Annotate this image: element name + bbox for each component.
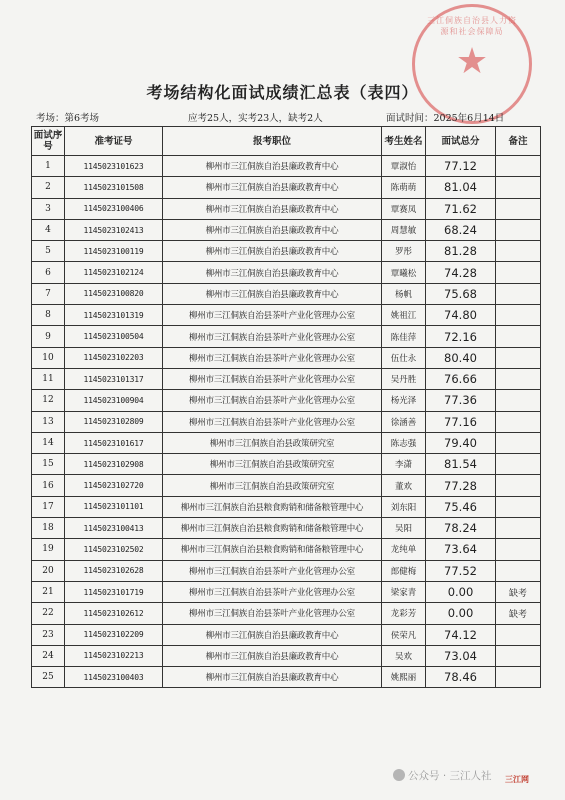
- seal-text: 三江侗族自治县人力资源和社会保障局: [427, 16, 517, 36]
- ticket-number-cell: 1145023101623: [65, 156, 163, 177]
- header-seq: 面试序号: [32, 127, 65, 156]
- ticket-number-cell: 1145023100820: [65, 283, 163, 304]
- score-cell: 75.68: [426, 283, 496, 304]
- ticket-number-cell: 1145023102209: [65, 624, 163, 645]
- position-cell: 柳州市三江侗族自治县茶叶产业化管理办公室: [163, 368, 382, 389]
- candidate-name-cell: 吴丹胜: [382, 368, 426, 389]
- ticket-number-cell: 1145023102413: [65, 219, 163, 240]
- position-cell: 柳州市三江侗族自治县粮食购销和储备粮管理中心: [163, 496, 382, 517]
- position-cell: 柳州市三江侗族自治县廉政教育中心: [163, 645, 382, 666]
- ticket-number-cell: 1145023102908: [65, 454, 163, 475]
- score-cell: 77.52: [426, 560, 496, 581]
- note-cell: [496, 645, 541, 666]
- official-seal: [412, 4, 532, 124]
- seq-cell: 14: [32, 432, 65, 453]
- candidate-name-cell: 姚祖江: [382, 305, 426, 326]
- header-ticket: 准考证号: [65, 127, 163, 156]
- candidate-name-cell: 侯荣凡: [382, 624, 426, 645]
- seq-cell: 24: [32, 645, 65, 666]
- score-cell: 77.36: [426, 390, 496, 411]
- note-cell: [496, 177, 541, 198]
- candidate-name-cell: 陈萌萌: [382, 177, 426, 198]
- position-cell: 柳州市三江侗族自治县政策研究室: [163, 432, 382, 453]
- ticket-number-cell: 1145023101617: [65, 432, 163, 453]
- note-cell: [496, 198, 541, 219]
- ticket-number-cell: 1145023102720: [65, 475, 163, 496]
- seq-cell: 19: [32, 539, 65, 560]
- seq-cell: 20: [32, 560, 65, 581]
- table-row: [32, 390, 541, 411]
- note-cell: [496, 624, 541, 645]
- position-cell: 柳州市三江侗族自治县茶叶产业化管理办公室: [163, 347, 382, 368]
- table-row: [32, 624, 541, 645]
- seq-cell: 15: [32, 454, 65, 475]
- candidate-name-cell: 陈佳萍: [382, 326, 426, 347]
- table-row: [32, 539, 541, 560]
- watermark-text: 公众号 · 三江人社: [408, 770, 492, 782]
- table-row: [32, 219, 541, 240]
- score-cell: 0.00: [426, 581, 496, 602]
- table-row: [32, 347, 541, 368]
- candidate-name-cell: 伍仕永: [382, 347, 426, 368]
- position-cell: 柳州市三江侗族自治县茶叶产业化管理办公室: [163, 390, 382, 411]
- candidate-name-cell: 吴阳: [382, 518, 426, 539]
- ticket-number-cell: 1145023102809: [65, 411, 163, 432]
- seq-cell: 18: [32, 518, 65, 539]
- header-score: 面试总分: [426, 127, 496, 156]
- note-cell: 缺考: [496, 581, 541, 602]
- seq-cell: 16: [32, 475, 65, 496]
- table-row: [32, 368, 541, 389]
- score-cell: 74.12: [426, 624, 496, 645]
- seq-cell: 7: [32, 283, 65, 304]
- ticket-number-cell: 1145023101719: [65, 581, 163, 602]
- score-cell: 0.00: [426, 603, 496, 624]
- candidate-name-cell: 董欢: [382, 475, 426, 496]
- seal-star-icon: ★: [455, 41, 489, 82]
- header-note: 备注: [496, 127, 541, 156]
- header-position: 报考职位: [163, 127, 382, 156]
- seq-cell: 10: [32, 347, 65, 368]
- ticket-number-cell: 1145023100403: [65, 667, 163, 688]
- candidate-name-cell: 徐涵善: [382, 411, 426, 432]
- seq-cell: 9: [32, 326, 65, 347]
- seq-cell: 12: [32, 390, 65, 411]
- position-cell: 柳州市三江侗族自治县廉政教育中心: [163, 219, 382, 240]
- document-title: 考场结构化面试成绩汇总表（表四）: [146, 83, 419, 102]
- note-cell: 缺考: [496, 603, 541, 624]
- position-cell: 柳州市三江侗族自治县廉政教育中心: [163, 177, 382, 198]
- table-row: [32, 496, 541, 517]
- note-cell: [496, 305, 541, 326]
- note-cell: [496, 518, 541, 539]
- score-cell: 73.04: [426, 645, 496, 666]
- note-cell: [496, 219, 541, 240]
- seq-cell: 4: [32, 219, 65, 240]
- candidate-name-cell: 龙彩芳: [382, 603, 426, 624]
- candidate-name-cell: 梁家青: [382, 581, 426, 602]
- score-table: [31, 126, 541, 688]
- score-cell: 78.24: [426, 518, 496, 539]
- candidate-name-cell: 覃淑怡: [382, 156, 426, 177]
- position-cell: 柳州市三江侗族自治县政策研究室: [163, 475, 382, 496]
- score-cell: 77.12: [426, 156, 496, 177]
- candidate-name-cell: 李潇: [382, 454, 426, 475]
- wechat-icon: [393, 769, 405, 781]
- position-cell: 柳州市三江侗族自治县茶叶产业化管理办公室: [163, 411, 382, 432]
- wechat-watermark: [393, 768, 492, 783]
- table-row: [32, 283, 541, 304]
- note-cell: [496, 283, 541, 304]
- seq-cell: 22: [32, 603, 65, 624]
- ticket-number-cell: 1145023102213: [65, 645, 163, 666]
- position-cell: 柳州市三江侗族自治县廉政教育中心: [163, 624, 382, 645]
- table-row: [32, 518, 541, 539]
- table-row: [32, 603, 541, 624]
- score-cell: 74.28: [426, 262, 496, 283]
- seq-cell: 2: [32, 177, 65, 198]
- position-cell: 柳州市三江侗族自治县茶叶产业化管理办公室: [163, 326, 382, 347]
- ticket-number-cell: 1145023100119: [65, 241, 163, 262]
- position-cell: 柳州市三江侗族自治县廉政教育中心: [163, 156, 382, 177]
- candidate-name-cell: 刘东阳: [382, 496, 426, 517]
- position-cell: 柳州市三江侗族自治县廉政教育中心: [163, 241, 382, 262]
- seq-cell: 3: [32, 198, 65, 219]
- seq-cell: 1: [32, 156, 65, 177]
- table-row: [32, 475, 541, 496]
- ticket-number-cell: 1145023102124: [65, 262, 163, 283]
- attendance-summary: 应考25人，实考23人，缺考2人: [188, 113, 323, 124]
- ticket-number-cell: 1145023102612: [65, 603, 163, 624]
- score-cell: 79.40: [426, 432, 496, 453]
- header-name: 考生姓名: [382, 127, 426, 156]
- candidate-name-cell: 罗彤: [382, 241, 426, 262]
- seq-cell: 5: [32, 241, 65, 262]
- candidate-name-cell: 郎健梅: [382, 560, 426, 581]
- table-row: [32, 432, 541, 453]
- table-row: [32, 305, 541, 326]
- seq-cell: 11: [32, 368, 65, 389]
- score-cell: 81.28: [426, 241, 496, 262]
- table-row: [32, 411, 541, 432]
- position-cell: 柳州市三江侗族自治县粮食购销和储备粮管理中心: [163, 518, 382, 539]
- ticket-number-cell: 1145023102502: [65, 539, 163, 560]
- position-cell: 柳州市三江侗族自治县廉政教育中心: [163, 262, 382, 283]
- score-cell: 73.64: [426, 539, 496, 560]
- score-cell: 78.46: [426, 667, 496, 688]
- seq-cell: 23: [32, 624, 65, 645]
- candidate-name-cell: 龙纯单: [382, 539, 426, 560]
- candidate-name-cell: 杨光泽: [382, 390, 426, 411]
- seq-cell: 8: [32, 305, 65, 326]
- ticket-number-cell: 1145023101101: [65, 496, 163, 517]
- position-cell: 柳州市三江侗族自治县廉政教育中心: [163, 283, 382, 304]
- score-cell: 75.46: [426, 496, 496, 517]
- candidate-name-cell: 杨帆: [382, 283, 426, 304]
- note-cell: [496, 667, 541, 688]
- note-cell: [496, 454, 541, 475]
- table-row: [32, 645, 541, 666]
- table-row: [32, 581, 541, 602]
- note-cell: [496, 390, 541, 411]
- seq-cell: 17: [32, 496, 65, 517]
- table-row: [32, 454, 541, 475]
- position-cell: 柳州市三江侗族自治县政策研究室: [163, 454, 382, 475]
- candidate-name-cell: 覃曦松: [382, 262, 426, 283]
- ticket-number-cell: 1145023100406: [65, 198, 163, 219]
- site-logo: 三江网: [505, 775, 529, 784]
- seq-cell: 25: [32, 667, 65, 688]
- seq-cell: 6: [32, 262, 65, 283]
- table-row: [32, 262, 541, 283]
- position-cell: 柳州市三江侗族自治县粮食购销和储备粮管理中心: [163, 539, 382, 560]
- score-cell: 77.28: [426, 475, 496, 496]
- note-cell: [496, 496, 541, 517]
- note-cell: [496, 411, 541, 432]
- note-cell: [496, 432, 541, 453]
- score-cell: 77.16: [426, 411, 496, 432]
- table-row: [32, 326, 541, 347]
- table-row: [32, 156, 541, 177]
- ticket-number-cell: 1145023101508: [65, 177, 163, 198]
- ticket-number-cell: 1145023101319: [65, 305, 163, 326]
- interview-date: 面试时间：2025年6月14日: [386, 113, 505, 124]
- score-cell: 81.04: [426, 177, 496, 198]
- seq-cell: 21: [32, 581, 65, 602]
- score-table-body: [32, 156, 541, 688]
- position-cell: 柳州市三江侗族自治县廉政教育中心: [163, 667, 382, 688]
- score-cell: 72.16: [426, 326, 496, 347]
- score-cell: 81.54: [426, 454, 496, 475]
- score-cell: 74.80: [426, 305, 496, 326]
- ticket-number-cell: 1145023101317: [65, 368, 163, 389]
- table-row: [32, 198, 541, 219]
- note-cell: [496, 475, 541, 496]
- note-cell: [496, 560, 541, 581]
- note-cell: [496, 262, 541, 283]
- score-cell: 71.62: [426, 198, 496, 219]
- table-row: [32, 560, 541, 581]
- ticket-number-cell: 1145023102203: [65, 347, 163, 368]
- candidate-name-cell: 姚熙丽: [382, 667, 426, 688]
- candidate-name-cell: 陈志强: [382, 432, 426, 453]
- ticket-number-cell: 1145023100904: [65, 390, 163, 411]
- position-cell: 柳州市三江侗族自治县廉政教育中心: [163, 198, 382, 219]
- ticket-number-cell: 1145023100504: [65, 326, 163, 347]
- score-cell: 80.40: [426, 347, 496, 368]
- score-cell: 76.66: [426, 368, 496, 389]
- candidate-name-cell: 吴欢: [382, 645, 426, 666]
- ticket-number-cell: 1145023102628: [65, 560, 163, 581]
- position-cell: 柳州市三江侗族自治县茶叶产业化管理办公室: [163, 603, 382, 624]
- score-table-header: [32, 127, 541, 156]
- position-cell: 柳州市三江侗族自治县茶叶产业化管理办公室: [163, 581, 382, 602]
- candidate-name-cell: 周慧敏: [382, 219, 426, 240]
- note-cell: [496, 368, 541, 389]
- position-cell: 柳州市三江侗族自治县茶叶产业化管理办公室: [163, 305, 382, 326]
- table-row: [32, 177, 541, 198]
- position-cell: 柳州市三江侗族自治县茶叶产业化管理办公室: [163, 560, 382, 581]
- table-row: [32, 241, 541, 262]
- seq-cell: 13: [32, 411, 65, 432]
- table-row: [32, 667, 541, 688]
- note-cell: [496, 539, 541, 560]
- note-cell: [496, 241, 541, 262]
- venue-label: 考场：第6考场: [36, 113, 100, 124]
- candidate-name-cell: 覃赛凤: [382, 198, 426, 219]
- note-cell: [496, 326, 541, 347]
- ticket-number-cell: 1145023100413: [65, 518, 163, 539]
- note-cell: [496, 347, 541, 368]
- score-cell: 68.24: [426, 219, 496, 240]
- note-cell: [496, 156, 541, 177]
